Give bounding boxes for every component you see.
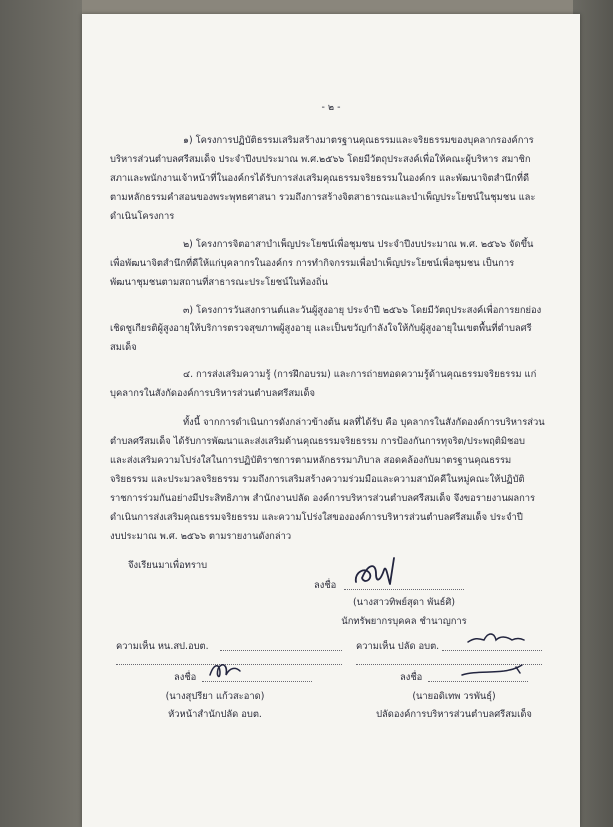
- paragraph-5-line: งบประมาณ พ.ศ. ๒๕๖๖ ตามรายงานดังกล่าว: [110, 531, 292, 542]
- left-opinion-line: [220, 650, 342, 651]
- right-signer-name: (นายอดิเทพ วรพันธุ์): [412, 691, 496, 702]
- left-signature-image: [206, 657, 246, 683]
- paragraph-2-line: เพื่อพัฒนาจิตสำนึกที่ดีให้แก่บุคลากรในองค์กร การทำกิจกรรมเพื่อบำเพ็ญประโยชน์เพื่อชุมชน เป็นการ: [110, 258, 515, 269]
- signer-sign-label: ลงชื่อ: [314, 580, 337, 591]
- closing-line: จึงเรียนมาเพื่อทราบ: [128, 560, 208, 571]
- paragraph-5-line: ทั้งนี้ จากการดำเนินการดังกล่าวข้างต้น ผลที่ได้รับ คือ บุคลากรในสังกัดองค์การบริหารส่วน: [183, 417, 545, 428]
- desk-background-left: [0, 0, 82, 827]
- right-signature-image: [460, 659, 526, 681]
- paragraph-5-line: ตำบลศรีสมเด็จ ได้รับการพัฒนาและส่งเสริมด้านคุณธรรมจริยธรรม การป้องกันการทุจริต/ประพฤติมิชอบ: [110, 436, 525, 447]
- paragraph-5-line: จริยธรรม และประมวลจริยธรรม รวมถึงการเสริมสร้างความร่วมมือและความสามัคคีในหมู่คณะให้ปฏิบัติ: [110, 474, 525, 485]
- signature-image: [350, 552, 410, 592]
- left-signer-position: หัวหน้าสำนักปลัด อบต.: [168, 709, 262, 720]
- right-opinion-label: ความเห็น ปลัด อบต.: [356, 641, 440, 652]
- page-number: - ๒ -: [321, 102, 341, 113]
- right-opinion-scribble: [466, 628, 526, 650]
- signer-position: นักทรัพยากรบุคคล ชำนาญการ: [341, 616, 467, 627]
- right-signer-position: ปลัดองค์การบริหารส่วนตำบลศรีสมเด็จ: [376, 709, 532, 720]
- right-opinion-line: [442, 650, 542, 651]
- left-sign-label: ลงชื่อ: [174, 672, 197, 683]
- paragraph-1-line: บริหารส่วนตำบลศรีสมเด็จ ประจำปีงบประมาณ พ.ศ.๒๕๖๖ โดยมีวัตถุประสงค์เพื่อให้คณะผู้บริหาร สมาชิก: [110, 154, 531, 165]
- paragraph-3-line: เชิดชูเกียรติผู้สูงอายุให้บริการตรวจสุขภาพผู้สูงอายุ และเป็นขวัญกำลังใจให้กับผู้สูงอายุในเขตพื้นที่ตำบลศรี: [110, 323, 532, 334]
- paragraph-4-line: บุคลากรในสังกัดองค์การบริหารส่วนตำบลศรีสมเด็จ: [110, 388, 316, 399]
- paragraph-3-line: สมเด็จ: [110, 342, 137, 353]
- paragraph-5-line: ราชการร่วมกันอย่างมีประสิทธิภาพ สำนักงานปลัด องค์การบริหารส่วนตำบลศรีสมเด็จ จึงขอรายงานผลการ: [110, 493, 536, 504]
- signer-name: (นางสาวทิพย์สุดา พันธ์ศิ): [353, 597, 455, 608]
- paragraph-4-line: ๔. การส่งเสริมความรู้ (การฝึกอบรม) และการถ่ายทอดความรู้ด้านคุณธรรมจริยธรรม แก่: [183, 369, 537, 380]
- paragraph-1-line: ๑) โครงการปฏิบัติธรรมเสริมสร้างมาตรฐานคุณธรรมและจริยธรรมของบุคลากรองค์การ: [183, 135, 534, 146]
- paragraph-1-line: ดำเนินโครงการ: [110, 211, 175, 222]
- paragraph-5-line: ดำเนินการส่งเสริมคุณธรรมจริยธรรม และความโปร่งใสขององค์การบริหารส่วนตำบลศรีสมเด็จ ประจำปี: [110, 512, 523, 523]
- document-page: [82, 14, 580, 827]
- paragraph-5-line: และส่งเสริมความโปร่งใสในการปฏิบัติราชการตามหลักธรรมาภิบาล สอดคล้องกับมาตรฐานคุณธรรม: [110, 455, 512, 466]
- paragraph-2-line: พัฒนาชุมชนตามสถานที่สาธารณะประโยชน์ในท้องถิ่น: [110, 277, 328, 288]
- right-sign-label: ลงชื่อ: [400, 672, 423, 683]
- paragraph-2-line: ๒) โครงการจิตอาสาบำเพ็ญประโยชน์เพื่อชุมชน ประจำปีงบประมาณ พ.ศ. ๒๕๖๖ จัดขึ้น: [183, 239, 534, 250]
- paragraph-1-line: ตามหลักธรรมคำสอนของพระพุทธศาสนา รวมถึงการสร้างจิตสาธารณะและบำเพ็ญประโยชน์ในชุมชน และ: [110, 192, 536, 203]
- left-opinion-label: ความเห็น หน.สป.อบต.: [116, 641, 209, 652]
- paragraph-3-line: ๓) โครงการวันสงกรานต์และวันผู้สูงอายุ ประจำปี ๒๕๖๖ โดยมีวัตถุประสงค์เพื่อการยกย่อง: [183, 305, 542, 316]
- paragraph-1-line: สภาและพนักงานเจ้าหน้าที่ในองค์กรได้รับการส่งเสริมคุณธรรมจริยธรรมในองค์กร และพัฒนาจิตสำนึกที่ดี: [110, 173, 530, 184]
- right-signature-line: [428, 681, 528, 682]
- left-signer-name: (นางสุปรียา แก้วสะอาด): [165, 691, 265, 702]
